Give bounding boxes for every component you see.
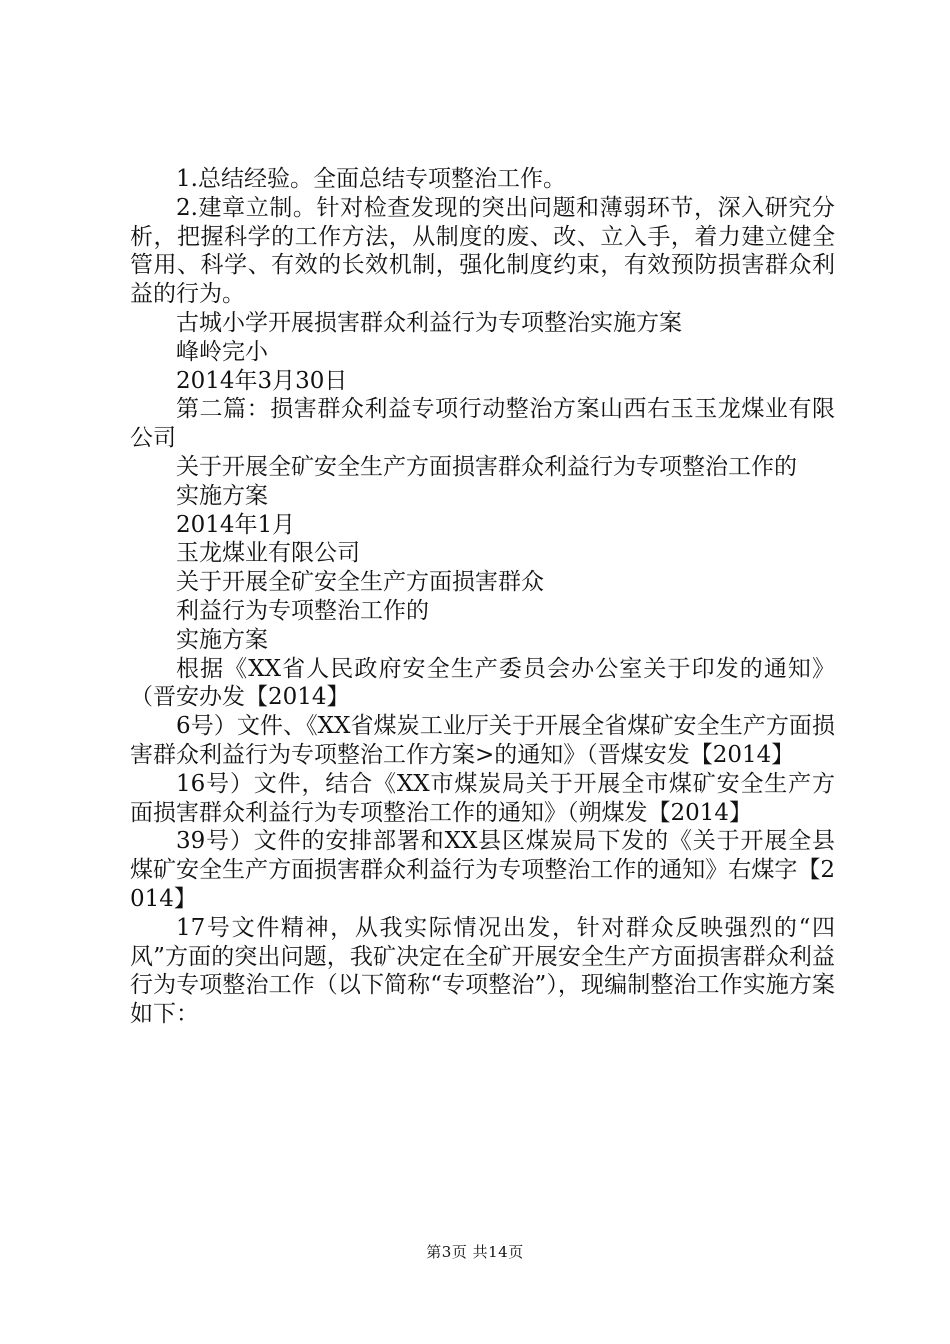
paragraph: 玉龙煤业有限公司 xyxy=(176,540,360,567)
paragraph: 关于开展全矿安全生产方面损害群众 xyxy=(176,569,544,596)
paragraph: 利益行为专项整治工作的 xyxy=(176,597,429,624)
paragraph: 峰岭完小 xyxy=(176,338,268,365)
paragraph: 根据《XX省人民政府安全生产委员会办公室关于印发的通知》（晋安办发【2014】 xyxy=(130,655,835,711)
paragraph: 1.总结经验。全面总结专项整治工作。 xyxy=(176,166,566,192)
paragraph: 古城小学开展损害群众利益行为专项整治实施方案 xyxy=(176,309,682,336)
paragraph: 实施方案 xyxy=(176,626,268,653)
paragraph: 2014年1月 xyxy=(176,511,296,538)
paragraph: 关于开展全矿安全生产方面损害群众利益行为专项整治工作的 xyxy=(176,453,797,480)
paragraph: 6号）文件、《XX省煤炭工业厅关于开展全省煤矿安全生产方面损害群众利益行为专项整治工作方案>的通知》（晋煤安发【2014】 xyxy=(130,713,835,768)
document-body xyxy=(130,165,835,1029)
paragraph: 16号）文件，结合《XX市煤炭局关于开展全市煤矿安全生产方面损害群众利益行为专项整治工作的通知》（朔煤发【2014】 xyxy=(130,770,835,826)
paragraph: 第二篇：损害群众利益专项行动整治方案山西右玉玉龙煤业有限公司 xyxy=(130,396,835,452)
paragraph: 2.建章立制。针对检查发现的突出问题和薄弱环节，深入研究分析，把握科学的工作方法，从制度的废、改、立入手，着力建立健全管用、科学、有效的长效机制，强化制度约束，有效预防损害群众利益的行为。 xyxy=(130,194,835,308)
paragraph: 39号）文件的安排部署和XX县区煤炭局下发的《关于开展全县煤矿安全生产方面损害群众利益行为专项整治工作的通知》右煤字【2014】 xyxy=(130,828,835,912)
paragraph: 实施方案 xyxy=(176,482,268,509)
page-footer: 第3页 共14页 xyxy=(426,1243,524,1261)
paragraph: 17号文件精神，从我实际情况出发，针对群众反映强烈的“四风”方面的突出问题，我矿决定在全矿开展安全生产方面损害群众利益行为专项整治工作（以下简称“专项整治”），现编制整治工作实施方案如下： xyxy=(130,914,835,1028)
paragraph: 2014年3月30日 xyxy=(176,367,348,394)
